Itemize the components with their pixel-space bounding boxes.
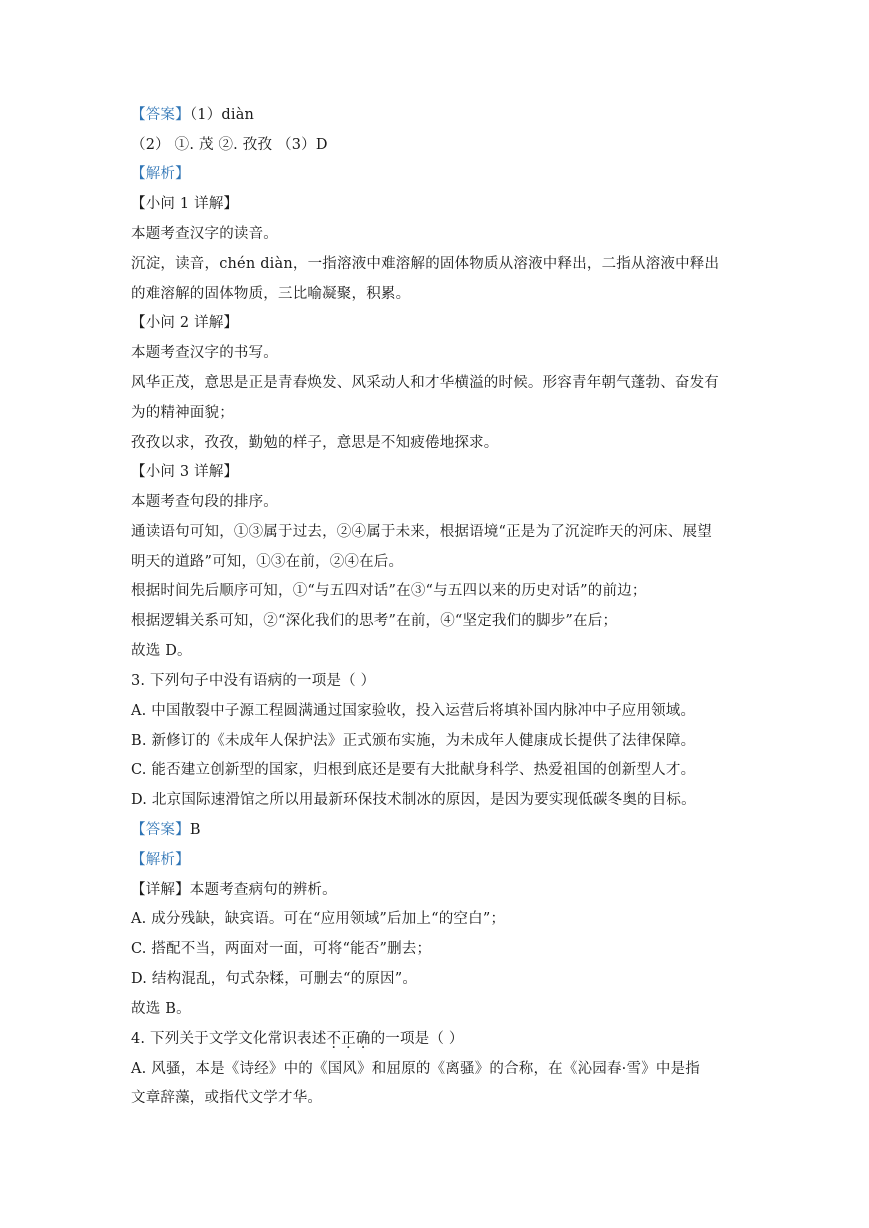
emphasis-char: 不 bbox=[326, 1031, 342, 1047]
question-4-stem bbox=[131, 1029, 464, 1049]
paragraph-line: 通读语句可知，①③属于过去，②④属于未来，根据语境“正是为了沉淀昨天的河床、展望 bbox=[131, 524, 712, 540]
answer-line-3 bbox=[131, 820, 201, 840]
analysis-label: 【解析】 bbox=[131, 852, 190, 868]
paragraph-line: 本题考查句段的排序。 bbox=[131, 494, 278, 510]
paragraph-line: 根据逻辑关系可知，②“深化我们的思考”在前，④“坚定我们的脚步”在后； bbox=[131, 613, 618, 629]
answer-text: B bbox=[189, 822, 201, 838]
subquestion-2-heading: 【小问 2 详解】 bbox=[131, 315, 239, 331]
answer-label: 【答案】 bbox=[131, 822, 190, 838]
paragraph-line: D. 结构混乱，句式杂糅，可删去“的原因”。 bbox=[131, 971, 418, 987]
answer-line-1 bbox=[131, 105, 254, 125]
question-3-option-d: D. 北京国际速滑馆之所以用最新环保技术制冰的原因，是因为要实现低碳冬奥的目标。 bbox=[131, 792, 696, 808]
paragraph-line: A. 成分残缺，缺宾语。可在“应用领域”后加上“的空白”； bbox=[131, 911, 506, 927]
question-4-stem-part: 的一项是（ ） bbox=[370, 1031, 464, 1047]
analysis-label: 【解析】 bbox=[131, 166, 190, 182]
question-4-stem-part: 4. 下列关于文学文化常识表述 bbox=[131, 1031, 327, 1047]
paragraph-line: 风华正茂，意思是正是青春焕发、风采动人和才华横溢的时候。形容青年朝气蓬勃、奋发有 bbox=[131, 375, 719, 391]
paragraph-line: 孜孜以求，孜孜，勤勉的样子，意思是不知疲倦地探求。 bbox=[131, 435, 499, 451]
paragraph-line: 明天的道路”可知，①③在前，②④在后。 bbox=[131, 554, 404, 570]
paragraph-line: 的难溶解的固体物质，三比喻凝聚，积累。 bbox=[131, 286, 411, 302]
answer-text: （1）diàn bbox=[189, 107, 255, 123]
paragraph-line: 本题考查汉字的读音。 bbox=[131, 226, 278, 242]
subquestion-1-heading: 【小问 1 详解】 bbox=[131, 196, 239, 212]
paragraph-line: 【详解】本题考查病句的辨析。 bbox=[131, 882, 337, 898]
paragraph-line: 本题考查汉字的书写。 bbox=[131, 345, 278, 361]
question-3-option-a: A. 中国散裂中子源工程圆满通过国家验收，投入运营后将填补国内脉冲中子应用领域。 bbox=[131, 703, 696, 719]
answer-line-2: （2） ①. 茂 ②. 孜孜 （3）D bbox=[131, 137, 328, 153]
emphasis-char: 正 bbox=[341, 1031, 356, 1047]
paragraph-line: 根据时间先后顺序可知，①“与五四对话”在③“与五四以来的历史对话”的前边； bbox=[131, 583, 647, 599]
paragraph-line: 故选 B。 bbox=[131, 1001, 191, 1017]
paragraph-line: 为的精神面貌； bbox=[131, 405, 234, 421]
question-3-option-c: C. 能否建立创新型的国家，归根到底还是要有大批献身科学、热爱祖国的创新型人才。 bbox=[131, 762, 696, 778]
question-3-option-b: B. 新修订的《未成年人保护法》正式颁布实施，为未成年人健康成长提供了法律保障。 bbox=[131, 733, 696, 749]
answer-label: 【答案】 bbox=[131, 107, 190, 123]
question-4-option-a-continued: 文章辞藻，或指代文学才华。 bbox=[131, 1090, 323, 1106]
paragraph-line: C. 搭配不当，两面对一面，可将“能否”删去； bbox=[131, 941, 432, 957]
emphasis-char: 确 bbox=[355, 1031, 371, 1047]
paragraph-line: 沉淀，读音，chén diàn，一指溶液中难溶解的固体物质从溶液中释出，二指从溶液中释出 bbox=[131, 256, 720, 272]
paragraph-line: 故选 D。 bbox=[131, 643, 192, 659]
question-4-option-a: A. 风骚，本是《诗经》中的《国风》和屈原的《离骚》的合称，在《沁园春·雪》中是指 bbox=[131, 1061, 700, 1077]
question-3-stem: 3. 下列句子中没有语病的一项是（ ） bbox=[131, 673, 376, 689]
subquestion-3-heading: 【小问 3 详解】 bbox=[131, 464, 239, 480]
